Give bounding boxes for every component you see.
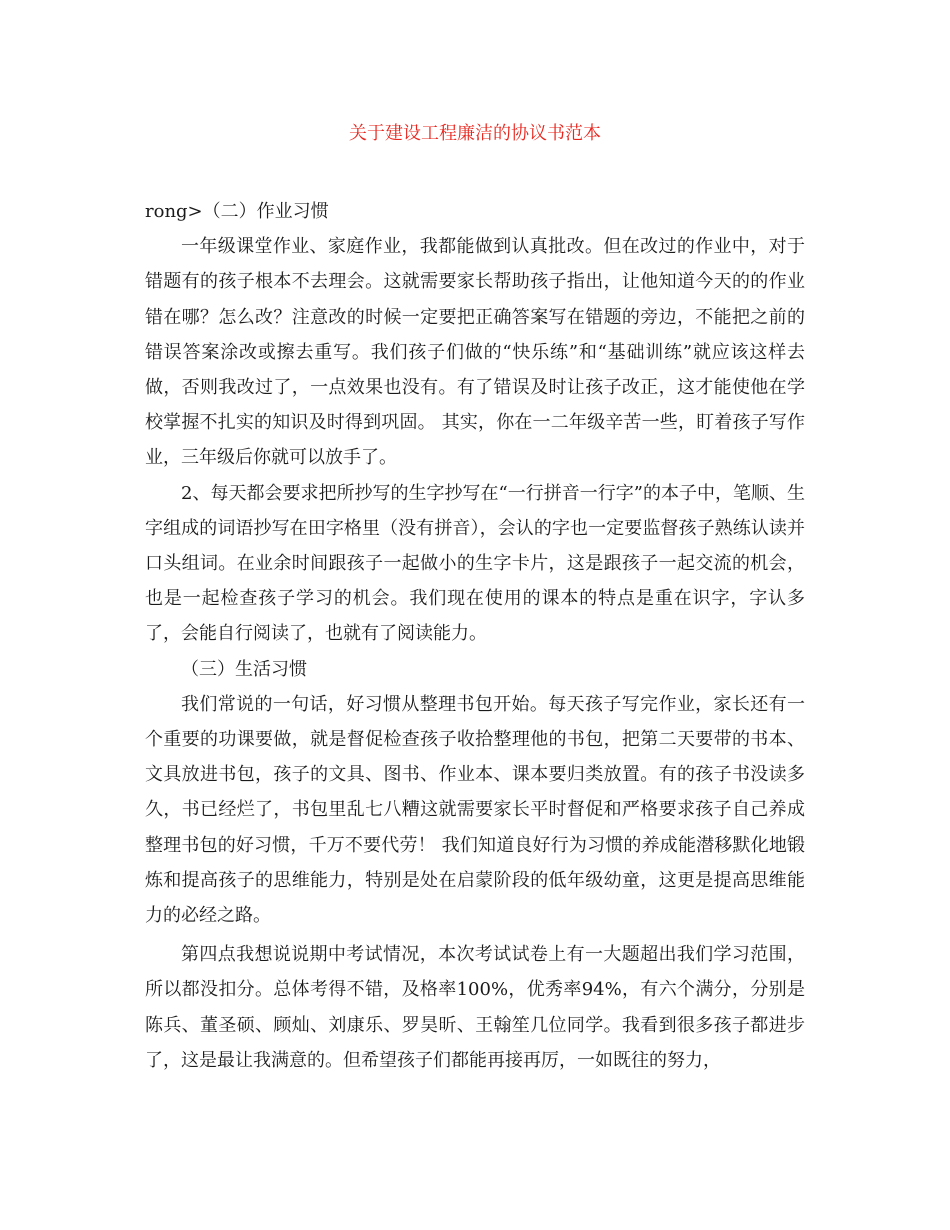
paragraph-character-copying: 2、每天都会要求把所抄写的生字抄写在“一行拼音一行字”的本子中，笔顺、生字组成的词语抄写在田字格里（没有拼音），会认的字也一定要监督孩子熟练认读并口头组词。在业余时间跟孩子一起做小的生字卡片，这是跟孩子一起交流的机会，也是一起检查孩子学习的机会。我们现在使用的课本的特点是重在识字，字认多了，会能自行阅读了，也就有了阅读能力。	[145, 482, 805, 645]
section-heading-homework: rong>（二）作业习惯	[145, 201, 329, 222]
paragraph-homework-correction: 一年级课堂作业、家庭作业，我都能做到认真批改。但在改过的作业中，对于错题有的孩子根本不去理会。这就需要家长帮助孩子指出，让他知道今天的的作业错在哪？怎么改？注意改的时候一定要把正确答案写在错题的旁边，不能把之前的错误答案涂改或擦去重写。我们孩子们做的“快乐练”和“基础训练”就应该这样去做，否则我改过了，一点效果也没有。有了错误及时让孩子改正，这才能使他在学校掌握不扎实的知识及时得到巩固。 其实，你在一二年级辛苦一些，盯着孩子写作业，三年级后你就可以放手了。	[145, 236, 805, 469]
section-heading-living-habits: （三）生活习惯	[181, 658, 307, 680]
paragraph-midterm-exam: 第四点我想说说期中考试情况，本次考试试卷上有一大题超出我们学习范围，所以都没扣分。总体考得不错，及格率100%，优秀率94%，有六个满分，分别是陈兵、董圣硕、顾灿、刘康乐、罗昊昕、王翰笙几位同学。我看到很多孩子都进步了，这是最让我满意的。但希望孩子们都能再接再厉，一如既往的努力，	[145, 944, 805, 1071]
paragraph-schoolbag-habits: 我们常说的一句话，好习惯从整理书包开始。每天孩子写完作业，家长还有一个重要的功课要做，就是督促检查孩子收拾整理他的书包，把第二天要带的书本、文具放进书包，孩子的文具、图书、作业本、课本要归类放置。有的孩子书没读多久，书已经烂了，书包里乱七八糟这就需要家长平时督促和严格要求孩子自己养成整理书包的好习惯，千万不要代劳！ 我们知道良好行为习惯的养成能潜移默化地锻炼和提高孩子的思维能力，特别是处在启蒙阶段的低年级幼童，这更是提高思维能力的必经之路。	[145, 693, 805, 927]
document-title: 关于建设工程廉洁的协议书范本	[349, 123, 601, 144]
document-body	[145, 194, 805, 1078]
